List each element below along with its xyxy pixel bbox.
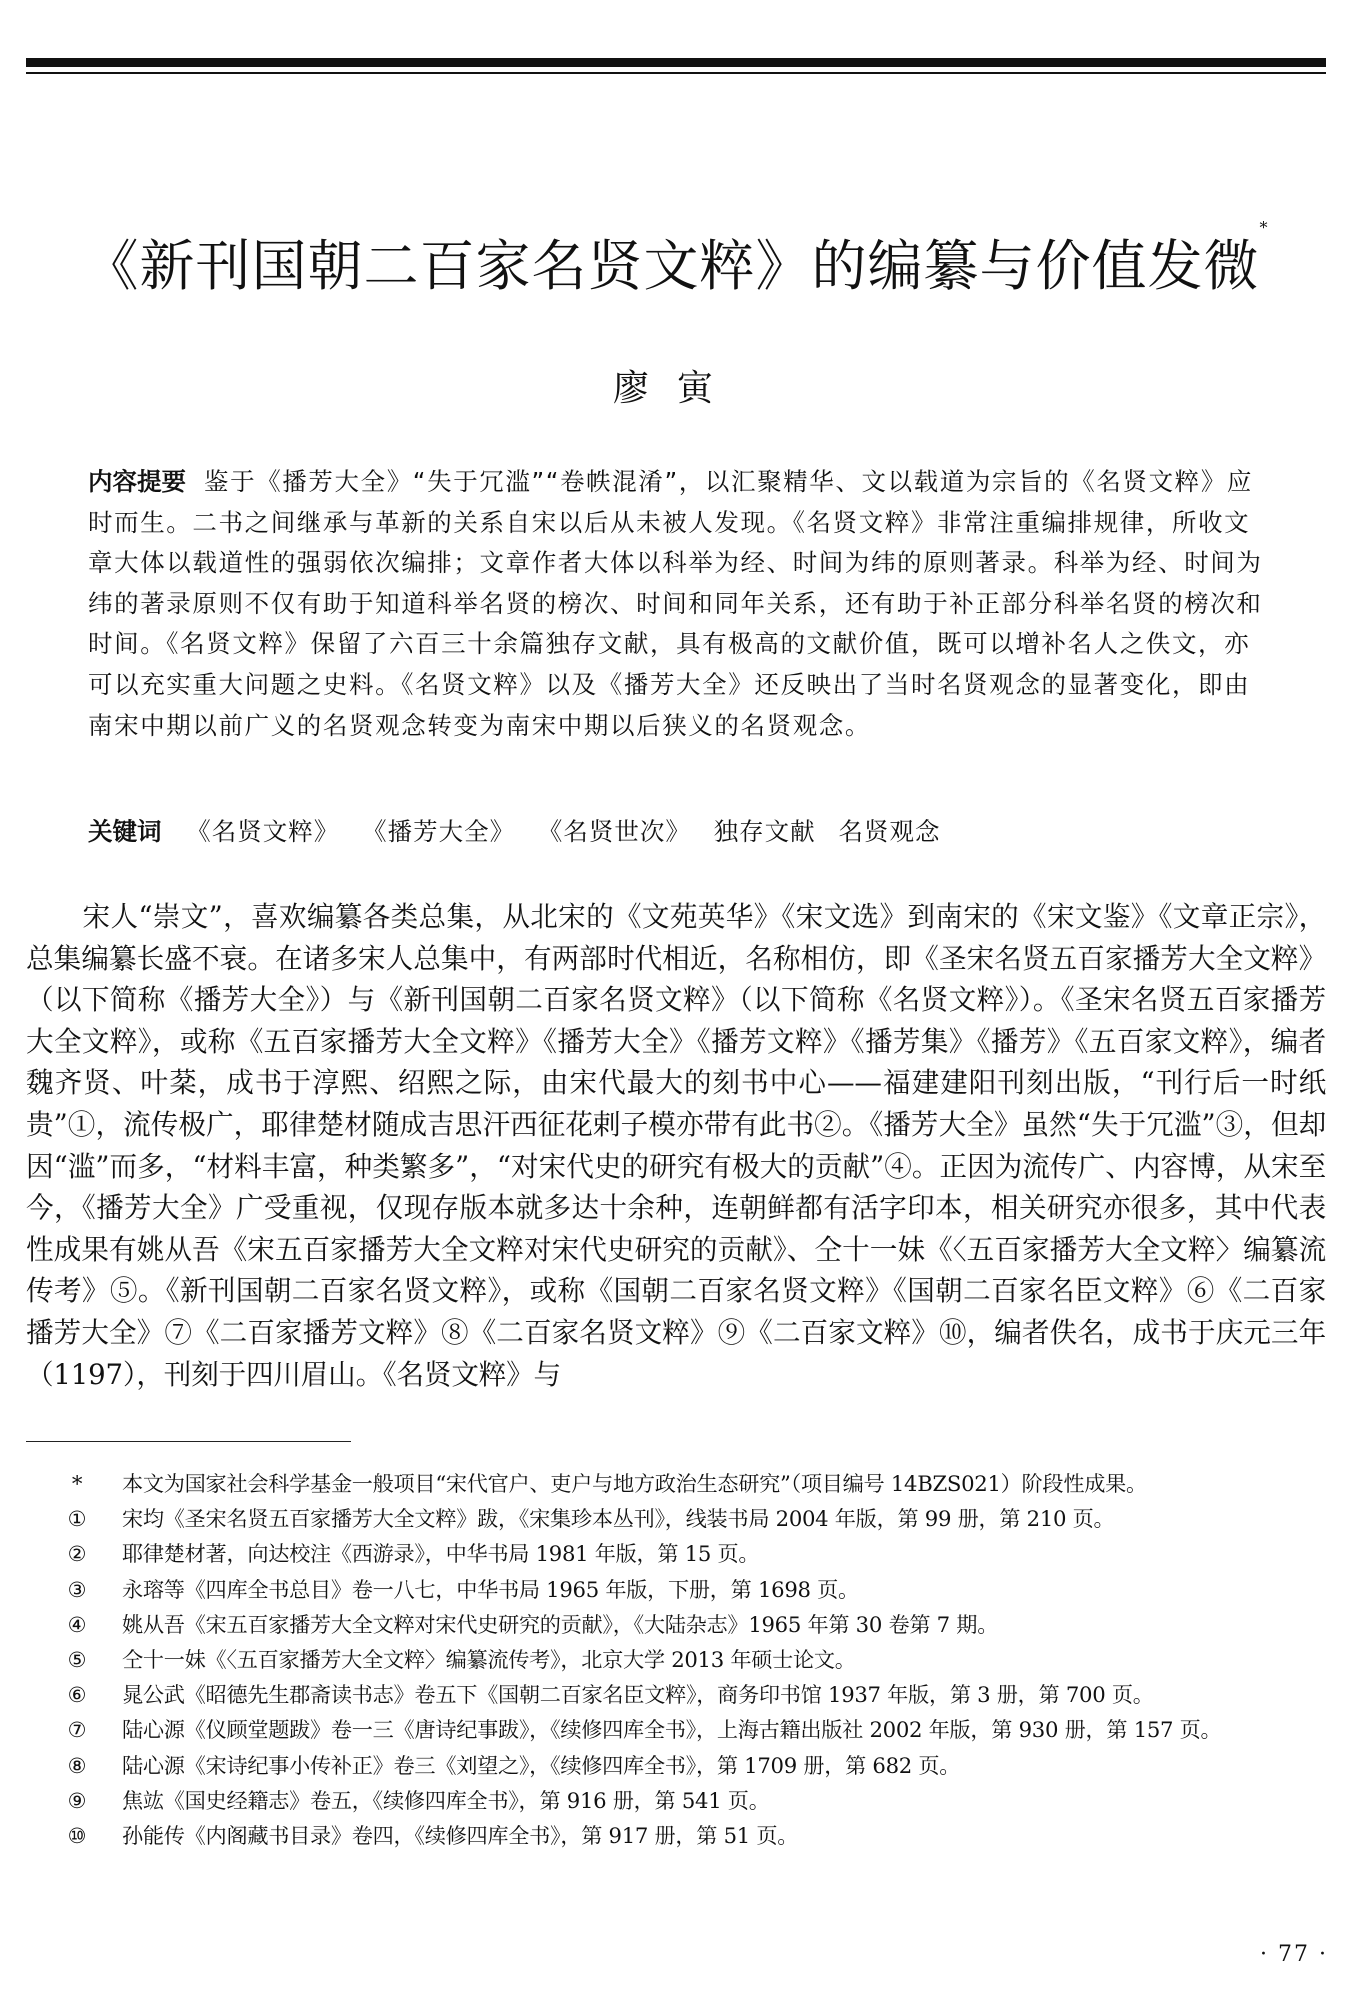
footnote-text: 宋均《圣宋名贤五百家播芳大全文粹》跋，《宋集珍本丛刊》，线装书局 2004 年版，第 99 册，第 210 页。 [122, 1506, 1115, 1532]
keyword-item: 独存文献 [713, 817, 816, 846]
footnote-item [26, 1748, 1326, 1783]
footnote-text: 陆心源《宋诗纪事小传补正》卷三《刘望之》，《续修四库全书》，第 1709 册，第 682 页。 [122, 1752, 961, 1778]
keyword-item: 《名贤世次》 [537, 817, 691, 846]
footnote-text: 焦竑《国史经籍志》卷五，《续修四库全书》，第 916 册，第 541 页。 [122, 1787, 770, 1813]
abstract-text: 鉴于《播芳大全》“失于冗滥”“卷帙混淆”，以汇聚精华、文以载道为宗旨的《名贤文粹》应时而生。二书之间继承与革新的关系自宋以后从未被人发现。《名贤文粹》非常注重编排规律，所收文章大体以载道性的强弱依次编排；文章作者大体以科举为经、时间为纬的原则著录。科举为经、时间为纬的著录原则不仅有助于知道科举名贤的榜次、时间和同年关系，还有助于补正部分科举名贤的榜次和时间。《名贤文粹》保留了六百三十余篇独存文献，具有极高的文献价值，既可以增补名人之佚文，亦可以充实重大问题之史料。《名贤文粹》以及《播芳大全》还反映出了当时名贤观念的显著变化，即由南宋中期以前广义的名贤观念转变为南宋中期以后狭义的名贤观念。 [88, 467, 1263, 740]
keywords-block [88, 812, 1266, 852]
article-title-text: 《新刊国朝二百家名贤文粹》的编纂与价值发微 [83, 234, 1260, 298]
footnote-mark: ⑨ [67, 1787, 87, 1813]
footnote-item [26, 1536, 1326, 1571]
footnote-item [26, 1607, 1326, 1642]
keyword-item: 《名贤文粹》 [186, 817, 340, 846]
footnote-item [26, 1501, 1326, 1536]
header-rule-thin [26, 72, 1326, 74]
footnotes-list [26, 1466, 1326, 1853]
footnote-item [26, 1572, 1326, 1607]
footnote-item [26, 1712, 1326, 1747]
abstract-label: 内容提要 [88, 467, 186, 496]
footnote-item [26, 1818, 1326, 1853]
footnote-text: 孙能传《内阁藏书目录》卷四，《续修四库全书》，第 917 册，第 51 页。 [122, 1823, 799, 1849]
body-paragraph-text: 宋人“崇文”，喜欢编纂各类总集，从北宋的《文苑英华》《宋文选》到南宋的《宋文鉴》《文章正宗》，总集编纂长盛不衰。在诸多宋人总集中，有两部时代相近，名称相仿，即《圣宋名贤五百家播芳大全文粹》（以下简称《播芳大全》）与《新刊国朝二百家名贤文粹》（以下简称《名贤文粹》）。《圣宋名贤五百家播芳大全文粹》，或称《五百家播芳大全文粹》《播芳大全》《播芳文粹》《播芳集》《播芳》《五百家文粹》，编者魏齐贤、叶棻，成书于淳熙、绍熙之际，由宋代最大的刻书中心——福建建阳刊刻出版，“刊行后一时纸贵”①，流传极广，耶律楚材随成吉思汗西征花剌子模亦带有此书②。《播芳大全》虽然“失于冗滥”③，但却因“滥”而多，“材料丰富，种类繁多”，“对宋代史的研究有极大的贡献”④。正因为流传广、内容博，从宋至今，《播芳大全》广受重视，仅现存版本就多达十余种，连朝鲜都有活字印本，相关研究亦很多，其中代表性成果有姚从吾《宋五百家播芳大全文粹对宋代史研究的贡献》、仝十一妹《〈五百家播芳大全文粹〉编纂流传考》⑤。《新刊国朝二百家名贤文粹》，或称《国朝二百家名贤文粹》《国朝二百家名臣文粹》⑥《二百家播芳大全》⑦《二百家播芳文粹》⑧《二百家名贤文粹》⑨《二百家文粹》⑩，编者佚名，成书于庆元三年（1197），刊刻于四川眉山。《名贤文粹》与 [26, 900, 1326, 1391]
page-number: · 77 · [1260, 1942, 1328, 1967]
footnote-mark: ⑩ [67, 1823, 87, 1849]
footnote-item [26, 1783, 1326, 1818]
footnote-text: 仝十一妹《〈五百家播芳大全文粹〉编纂流传考》，北京大学 2013 年硕士论文。 [122, 1647, 856, 1673]
article-title [26, 218, 1326, 301]
footnote-separator [26, 1441, 351, 1442]
footnote-mark: ① [67, 1506, 87, 1532]
footnote-text: 永瑢等《四库全书总目》卷一八七，中华书局 1965 年版，下册，第 1698 页。 [122, 1576, 859, 1602]
footnote-mark: ⑦ [67, 1717, 87, 1743]
footnote-mark: * [71, 1471, 83, 1496]
footnote-item [26, 1466, 1326, 1501]
footnote-item [26, 1642, 1326, 1677]
body-paragraph [26, 896, 1326, 1395]
footnote-text: 晁公武《昭德先生郡斋读书志》卷五下《国朝二百家名臣文粹》，商务印书馆 1937 年版，第 3 册，第 700 页。 [122, 1682, 1154, 1708]
abstract-block [88, 462, 1266, 746]
keyword-item: 《播芳大全》 [362, 817, 516, 846]
footnote-mark: ⑤ [67, 1647, 87, 1673]
footnote-mark: ③ [67, 1576, 87, 1602]
footnote-mark: ⑧ [67, 1752, 87, 1778]
footnote-text: 耶律楚材著，向达校注《西游录》，中华书局 1981 年版，第 15 页。 [122, 1541, 760, 1567]
header-rule-thick [26, 58, 1326, 67]
footnote-text: 本文为国家社会科学基金一般项目“宋代官户、吏户与地方政治生态研究”（项目编号 14BZS021）阶段性成果。 [122, 1471, 1147, 1496]
footnote-mark: ④ [67, 1611, 87, 1637]
keyword-item: 名贤观念 [838, 817, 941, 846]
footnote-text: 陆心源《仪顾堂题跋》卷一三《唐诗纪事跋》，《续修四库全书》，上海古籍出版社 2002 年版，第 930 册，第 157 页。 [122, 1717, 1222, 1743]
footnote-mark: ⑥ [67, 1682, 87, 1708]
footnote-text: 姚从吾《宋五百家播芳大全文粹对宋代史研究的贡献》，《大陆杂志》1965 年第 30 卷第 7 期。 [122, 1611, 999, 1637]
footnote-item [26, 1677, 1326, 1712]
footnote-mark: ② [67, 1541, 87, 1567]
article-author: 廖寅 [612, 368, 741, 409]
keywords-label: 关键词 [88, 817, 162, 846]
title-footnote-mark: * [1259, 218, 1269, 237]
